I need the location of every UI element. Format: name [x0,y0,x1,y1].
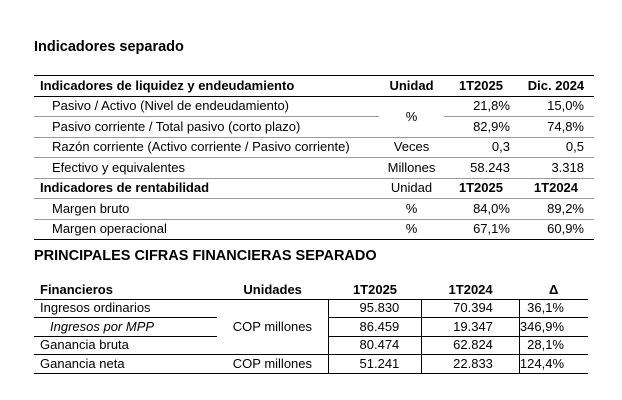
row-unit: COP millones [217,355,328,374]
row-value-2: 74,8% [518,117,594,138]
row-label: Ingresos ordinarios [34,299,217,318]
row-label: Ganancia neta [34,355,217,374]
header-unit: Unidad [379,76,444,97]
header-col1: 1T2025 [328,281,422,299]
table-header-row [34,76,594,97]
table-row [34,299,588,318]
table-row [34,137,594,158]
subheader-label: Indicadores de rentabilidad [34,178,379,199]
row-label: Pasivo corriente / Total pasivo (corto plazo) [34,117,379,138]
header-col2: 1T2024 [422,281,520,299]
table-row [34,355,588,374]
row-value-2: 60,9% [518,219,594,240]
row-value-1: 86.459 [328,318,422,337]
row-unit: % [379,96,444,137]
row-value-1: 80.474 [328,336,422,355]
row-value-1: 58.243 [444,158,518,179]
row-unit: % [379,199,444,220]
row-value-2: 22.833 [422,355,520,374]
row-unit: COP millones [217,299,328,355]
header-delta: Δ [519,281,588,299]
row-label: Razón corriente (Activo corriente / Pasivo corriente) [34,137,379,158]
row-value-1: 95.830 [328,299,422,318]
subheader-unit: Unidad [379,178,444,199]
row-unit: Millones [379,158,444,179]
row-value-1: 67,1% [444,219,518,240]
section-title-indicadores: Indicadores separado [34,39,184,55]
row-unit: Veces [379,137,444,158]
row-value-2: 0,5 [518,137,594,158]
header-label: Financieros [34,281,217,299]
row-label: Ganancia bruta [34,336,217,355]
row-value-2: 70.394 [422,299,520,318]
row-unit: % [379,219,444,240]
row-delta: 124,4% [519,355,588,374]
table-row [34,219,594,240]
row-value-2: 89,2% [518,199,594,220]
subheader-row [34,178,594,199]
row-delta: 28,1% [519,336,588,355]
row-value-1: 21,8% [444,96,518,117]
row-value-1: 82,9% [444,117,518,138]
row-label: Margen bruto [34,199,379,220]
row-value-2: 19.347 [422,318,520,337]
table-row [34,158,594,179]
subheader-col1: 1T2025 [444,178,518,199]
header-col1: 1T2025 [444,76,518,97]
row-value-2: 3.318 [518,158,594,179]
table-row [34,117,594,138]
row-value-2: 62.824 [422,336,520,355]
row-label: Pasivo / Activo (Nivel de endeudamiento) [34,96,379,117]
row-label: Ingresos por MPP [34,318,217,337]
row-value-2: 15,0% [518,96,594,117]
row-label: Efectivo y equivalentes [34,158,379,179]
header-col2: Dic. 2024 [518,76,594,97]
subheader-col2: 1T2024 [518,178,594,199]
indicadores-table [34,75,594,240]
row-delta: 36,1% [519,299,588,318]
table-row [34,199,594,220]
header-label: Indicadores de liquidez y endeudamiento [34,76,379,97]
cifras-table [34,281,588,374]
row-label: Margen operacional [34,219,379,240]
row-delta: 346,9% [519,318,588,337]
row-value-1: 84,0% [444,199,518,220]
header-unit: Unidades [217,281,328,299]
row-value-1: 51.241 [328,355,422,374]
row-value-1: 0,3 [444,137,518,158]
table-header-row [34,281,588,299]
section-title-cifras: PRINCIPALES CIFRAS FINANCIERAS SEPARADO [34,248,377,264]
table-row [34,96,594,117]
